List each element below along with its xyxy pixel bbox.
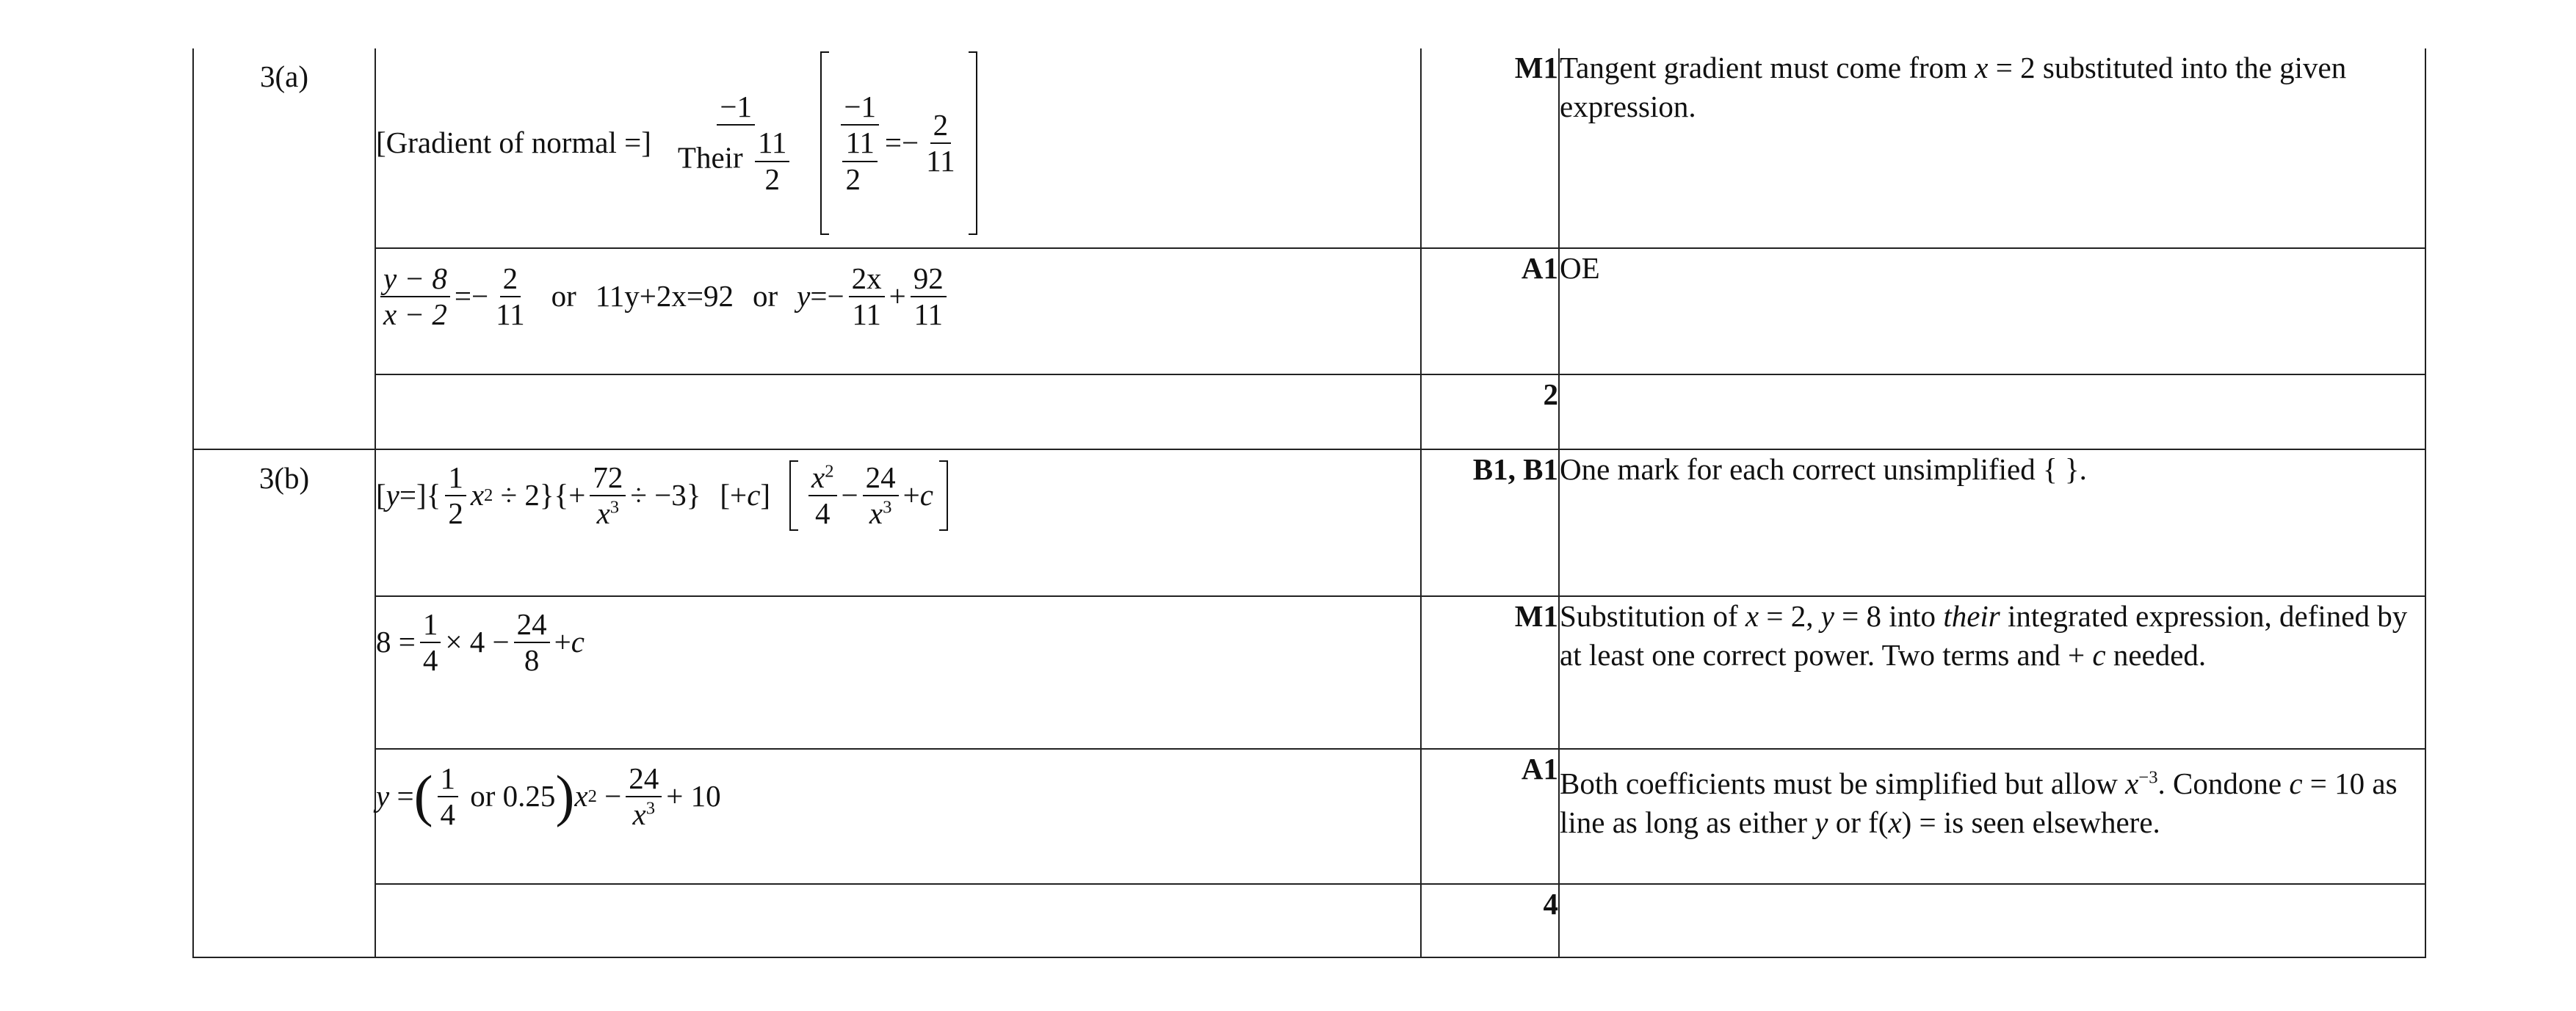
answer-math: y = ( $\frac{1}{4}$ or 0.25 ) x 2 − $\frac{24}{x^3}$ + 10 xyxy=(376,761,721,832)
mark-cell: A1 xyxy=(1421,749,1559,884)
row-3b-integration xyxy=(193,449,2425,596)
question-number: 3(b) xyxy=(258,461,310,495)
answer-cell xyxy=(375,48,1421,248)
mark-cell: M1 xyxy=(1421,48,1559,248)
mark-cell: M1 xyxy=(1421,596,1559,749)
answer-math: [ y =] { $\frac{1}{2}$ x 2 ÷ 2 } { + $\frac{72}{x^3}$ ÷ −3 } [+ c ] $\frac{x^2}{4}$ − $\frac{24}{x^3}$ + c xyxy=(376,460,948,531)
total-mark-cell: 4 xyxy=(1421,884,1559,957)
right-bracket xyxy=(969,51,977,235)
answer-cell xyxy=(375,596,1421,749)
fraction-nested: $\frac{-1}{\frac{11}{2}}$ xyxy=(839,90,880,196)
answer-cell xyxy=(375,449,1421,596)
question-number: 3(a) xyxy=(259,59,308,93)
mark-scheme-table xyxy=(192,48,2426,958)
total-mark-cell: 2 xyxy=(1421,374,1559,449)
question-cell-3b xyxy=(193,449,375,957)
left-bracket xyxy=(820,51,829,235)
guidance-cell: One mark for each correct unsimplified { }. xyxy=(1559,449,2425,596)
fraction-normal: −1 Their $\frac{11}{2}$ xyxy=(675,90,797,196)
row-3b-substitution xyxy=(193,596,2425,749)
answer-cell xyxy=(375,248,1421,374)
guidance-cell: Substitution of x = 2, y = 8 into their integrated expression, defined by at least one correct power. Two terms and + c needed. xyxy=(1559,596,2425,749)
guidance-cell: Both coefficients must be simplified but allow $x^{-3}$. Condone c = 10 as line as long as either y or f(x) = is seen elsewhere. xyxy=(1559,749,2425,884)
row-3a-gradient xyxy=(193,48,2425,248)
guidance-cell: Tangent gradient must come from x = 2 substituted into the given expression. xyxy=(1559,48,2425,248)
guidance-cell: OE xyxy=(1559,248,2425,374)
mark-cell: B1, B1 xyxy=(1421,449,1559,596)
row-3a-total xyxy=(193,374,2425,449)
mark-cell: A1 xyxy=(1421,248,1559,374)
question-cell-3a xyxy=(193,48,375,449)
row-3b-final xyxy=(193,749,2425,884)
answer-math: [Gradient of normal =] −1 Their $\frac{11}{2}$ $\frac{-1}{\frac{11}{2}}$ =− $\frac{2}{11}$ xyxy=(376,51,977,235)
answer-cell xyxy=(375,749,1421,884)
row-3b-total xyxy=(193,884,2425,957)
row-3a-equation xyxy=(193,248,2425,374)
answer-label: [Gradient of normal =] xyxy=(376,126,651,160)
answer-math: 8 = $\frac{1}{4}$ × 4 − $\frac{24}{8}$ + c xyxy=(376,607,585,678)
answer-math: $\frac{y - 8}{x - 2}$ =− $\frac{2}{11}$ or 11y+2x=92 or y =− $\frac{2x}{11}$ + $\frac{92}{11}$ xyxy=(376,261,951,332)
